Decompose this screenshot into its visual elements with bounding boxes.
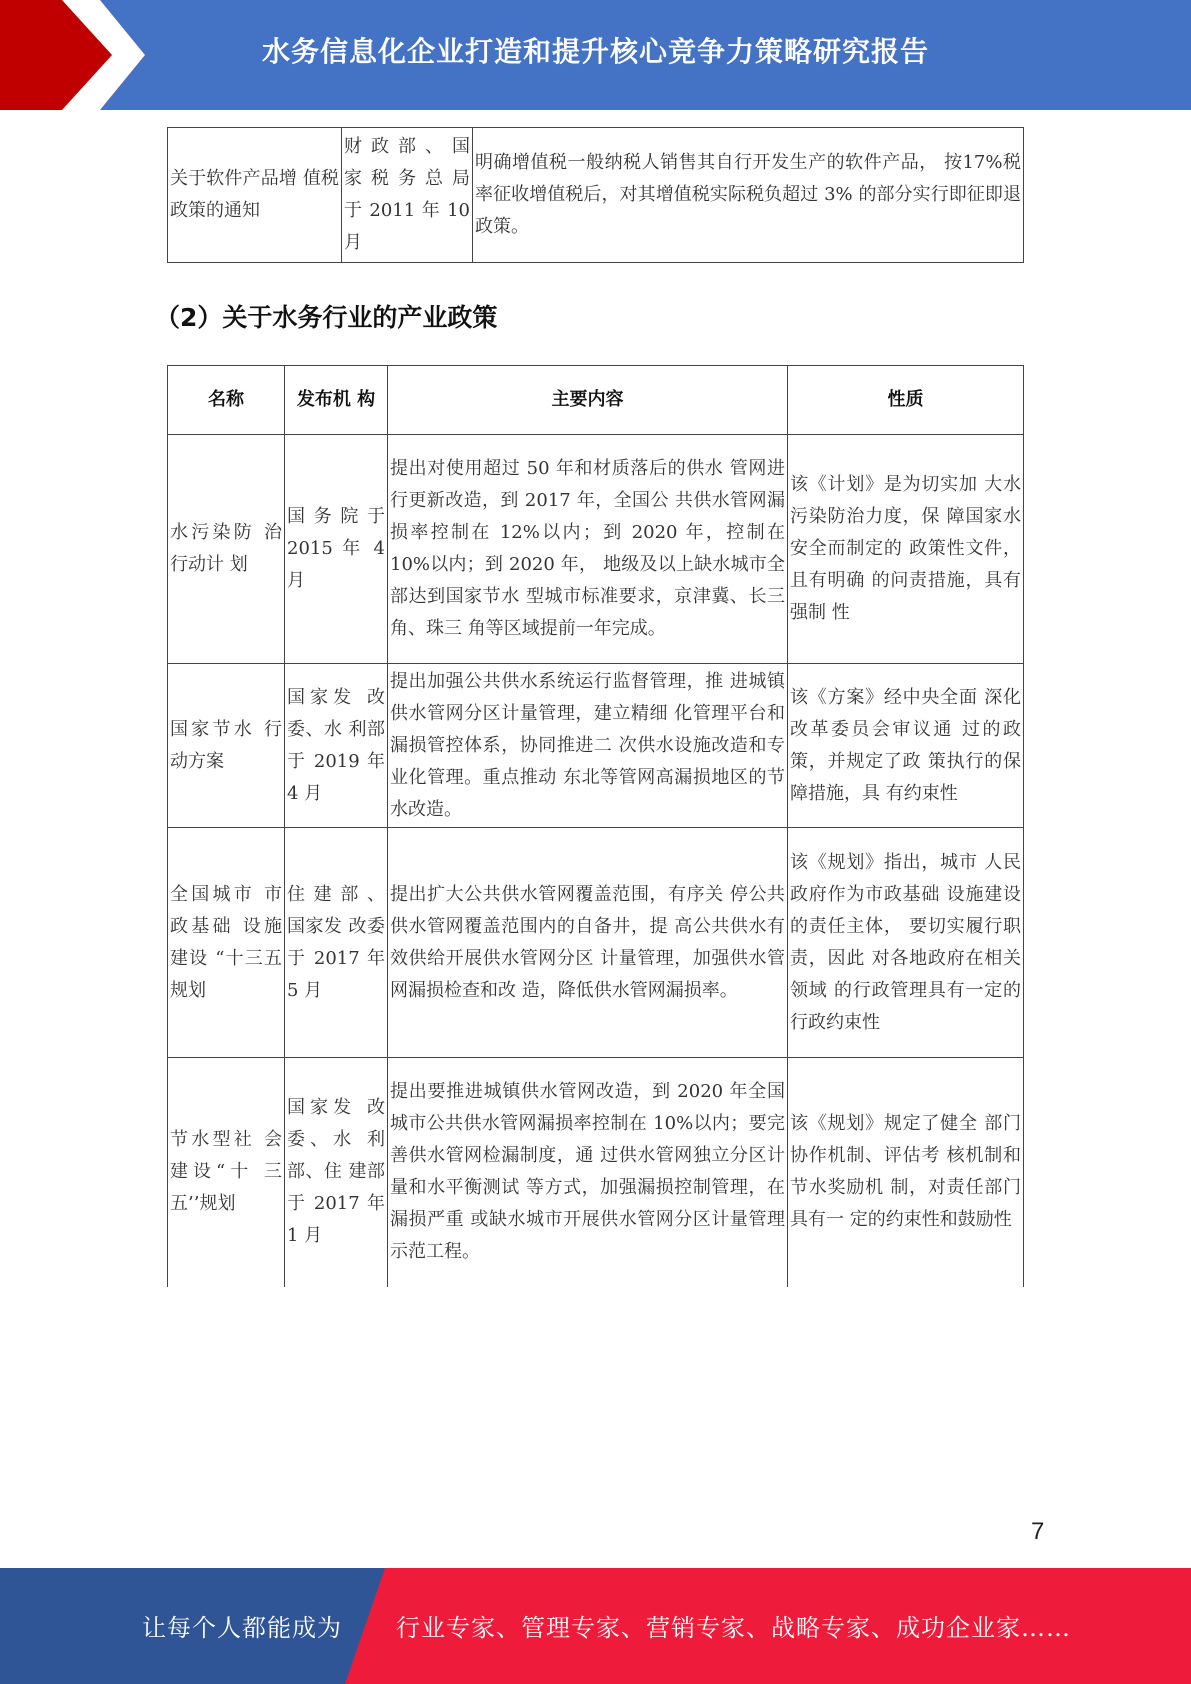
page-number: 7 [1031,1518,1045,1545]
policy-content-cell: 提出要推进城镇供水管网改造，到 2020 年全国城市公共供水管网漏损率控制在 10%以内；要完善供水管网检漏制度，通 过供水管网独立分区计量和水平衡测试 等方式，加强漏损控制管理，在漏损严重 或缺水城市开展供水管网分区计量管理 示范工程。 [388,1058,788,1287]
policy-nature-cell: 该《计划》是为切实加 大水污染防治力度，保 障国家水安全而制定的 政策性文件，且有明确 的问责措施，具有强制 性 [788,435,1024,664]
policy-name-cell: 水污染防 治行动计 划 [168,435,285,664]
policy-nature-cell: 该《方案》经中央全面 深化改革委员会审议通 过的政策，并规定了政 策执行的保障措施，具 有约束性 [788,664,1024,828]
column-header-nature: 性质 [788,366,1024,435]
header-title: 水务信息化企业打造和提升核心竞争力策略研究报告 [262,35,930,68]
footer-slogan-left: 让每个人都能成为 [142,1614,342,1642]
table-row [168,664,1024,828]
page-header [0,0,1191,110]
policy-nature-cell: 该《规划》指出，城市 人民政府作为市政基础 设施建设的责任主体， 要切实履行职责，因此 对各地政府在相关领域 的行政管理具有一定的 行政约束性 [788,828,1024,1058]
table-row [168,128,1024,263]
column-header-publisher: 发布机 构 [285,366,388,435]
industry-policy-table [167,365,1024,1287]
column-header-name: 名称 [168,366,285,435]
table-header-row [168,366,1024,435]
table-row [168,828,1024,1058]
policy-name-cell: 节水型社 会建设“十 三五’’规划 [168,1058,285,1287]
policy-nature-cell: 该《规划》规定了健全 部门协作机制、评估考 核机制和节水奖励机 制，对责任部门具有一 定的约束性和鼓励性 [788,1058,1024,1287]
table-row [168,1058,1024,1287]
policy-name-cell: 国家节水 行动方案 [168,664,285,828]
policy-name-cell: 关于软件产品增 值税政策的通知 [168,128,342,263]
policy-content-cell: 提出扩大公共供水管网覆盖范围，有序关 停公共供水管网覆盖范围内的自备井，提 高公共供水有效供给开展供水管网分区 计量管理，加强供水管网漏损检查和改 造，降低供水管网漏损率。 [388,828,788,1058]
policy-publisher-cell: 国家发 改委、水 利部于 2019 年 4 月 [285,664,388,828]
policy-publisher-cell: 住 建 部 、国家发 改委于 2017 年 5 月 [285,828,388,1058]
policy-publisher-cell: 国家发 改委、水 利部、住 建部于 2017 年 1 月 [285,1058,388,1287]
policy-publisher-cell: 财 政 部 、 国家 税 务 总 局于 2011 年 10月 [342,128,473,263]
policy-content-cell: 明确增值税一般纳税人销售其自行开发生产的软件产品， 按17%税率征收增值税后，对其增值税实际税负超过 3% 的部分实行即征即退政策。 [473,128,1024,263]
column-header-content: 主要内容 [388,366,788,435]
policy-name-cell: 全国城市 市政基础 设施建设 “十三五 规划 [168,828,285,1058]
table-row [168,435,1024,664]
policy-content-cell: 提出对使用超过 50 年和材质落后的供水 管网进行更新改造，到 2017 年，全国公 共供水管网漏损率控制在 12%以内；到 2020 年，控制在 10%以内；到 2020 年， 地级及以上缺水城市全部达到国家节水 型城市标准要求，京津冀、长三角、珠三 角等区域提前一年完成。 [388,435,788,664]
page-footer [0,1568,1191,1684]
previous-policy-table [167,127,1024,263]
footer-slogan-right: 行业专家、管理专家、营销专家、战略专家、成功企业家…… [396,1614,1071,1642]
policy-publisher-cell: 国务院于 2015 年 4 月 [285,435,388,664]
policy-content-cell: 提出加强公共供水系统运行监督管理，推 进城镇供水管网分区计量管理，建立精细 化管理平台和漏损管控体系，协同推进二 次供水设施改造和专业化管理。重点推动 东北等管网高漏损地区的节水改造。 [388,664,788,828]
section-heading: （2）关于水务行业的产业政策 [155,303,498,332]
